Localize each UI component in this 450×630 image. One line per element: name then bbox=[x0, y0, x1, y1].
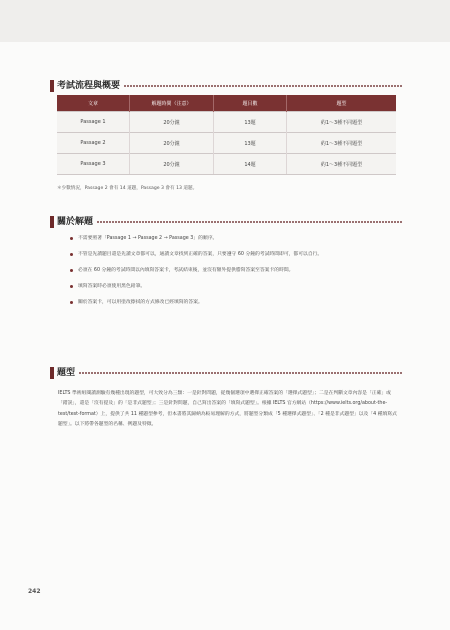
table-cell: 20分鐘 bbox=[130, 112, 214, 133]
table-row bbox=[57, 154, 396, 175]
exam-overview-table bbox=[57, 95, 396, 175]
table-cell: 13題 bbox=[214, 112, 287, 133]
table-cell: 14題 bbox=[214, 154, 287, 175]
list-item-text: 不需要照著「Passage 1 → Passage 2 → Passage 3」的順序。 bbox=[78, 236, 218, 241]
table-cell: 約1～3種不同題型 bbox=[287, 112, 397, 133]
table-row bbox=[57, 112, 396, 133]
table-header-cell: 文章 bbox=[57, 95, 130, 112]
overview-heading bbox=[50, 79, 402, 93]
list-item bbox=[70, 282, 390, 291]
table-cell: 13題 bbox=[214, 133, 287, 154]
heading-marker-icon bbox=[50, 216, 54, 228]
table-footnote: ＊少數情況，Passage 2 會有 14 道題，Passage 3 會有 13 道題。 bbox=[57, 186, 198, 191]
bullet-icon bbox=[70, 269, 73, 272]
header-band bbox=[0, 0, 450, 42]
question-types-heading-text: 題型 bbox=[57, 368, 76, 378]
table-row bbox=[57, 133, 396, 154]
list-item-text: 必須在 60 分鐘的考試時間以內填寫答案卡，考試結束後，並沒有額外提供謄寫答案至答案卡的時間。 bbox=[78, 268, 294, 273]
heading-marker-icon bbox=[50, 367, 54, 379]
table-cell: Passage 2 bbox=[57, 133, 130, 154]
table-header-row bbox=[57, 95, 396, 112]
table-header-cell: 題型 bbox=[287, 95, 397, 112]
table-cell: Passage 3 bbox=[57, 154, 130, 175]
question-types-heading bbox=[50, 366, 402, 380]
heading-marker-icon bbox=[50, 80, 54, 92]
list-item bbox=[70, 234, 390, 243]
question-types-paragraph: IELTS 學術組閱讀測驗有幾種出現的題型，可大致分為三類：一是針對問題，從幾個選項中選擇正確答案的「選擇式題型」；二是在判斷文章內容是「正確」或「錯誤」，還是「沒有提及」的「是非式題型」；三是針對問題，自己寫出答案的「填寫式題型」。根據 IELTS 官方網站（https://www.ielts.org/about-the-test/test-format）上，提供了共 11 種題型參考，但本書將其歸納為較易理解的方式，將題型分類成「5 種選擇式題型」、「2 種是非式題型」以及「4 種填寫式題型」。以下將帶各題型的名稱、例題及特徵。 bbox=[58, 391, 397, 428]
table-cell: 約1～3種不同題型 bbox=[287, 133, 397, 154]
list-item-text: 不管是先讀題目還是先讀文章都可以，通讀文章找到正確的答案，只要遵守 60 分鐘的考試時間即可，都可以自行。 bbox=[78, 252, 323, 257]
table-header-cell: 解題時間（注意） bbox=[130, 95, 214, 112]
bullet-icon bbox=[70, 253, 73, 256]
list-item-text: 填寫答案時必須使用黑色鉛筆。 bbox=[78, 284, 146, 289]
table-cell: 20分鐘 bbox=[130, 154, 214, 175]
list-item bbox=[70, 250, 390, 259]
overview-heading-text: 考試流程與概要 bbox=[57, 81, 121, 91]
list-item-text: 關於答案卡，可以用塗改擦拭的方式修改已經填寫的答案。 bbox=[78, 300, 203, 305]
table-cell: 20分鐘 bbox=[130, 133, 214, 154]
strategy-heading bbox=[50, 215, 402, 229]
strategy-list bbox=[70, 234, 390, 314]
bullet-icon bbox=[70, 301, 73, 304]
heading-divider bbox=[124, 85, 402, 87]
list-item bbox=[70, 266, 390, 275]
list-item bbox=[70, 298, 390, 307]
bullet-icon bbox=[70, 285, 73, 288]
heading-divider bbox=[97, 221, 402, 223]
heading-divider bbox=[79, 372, 402, 374]
strategy-heading-text: 關於解題 bbox=[57, 217, 94, 227]
table-cell: Passage 1 bbox=[57, 112, 130, 133]
bullet-icon bbox=[70, 237, 73, 240]
table-header-cell: 題目數 bbox=[214, 95, 287, 112]
page-number: 242 bbox=[28, 588, 41, 595]
table-cell: 約1～3種不同題型 bbox=[287, 154, 397, 175]
